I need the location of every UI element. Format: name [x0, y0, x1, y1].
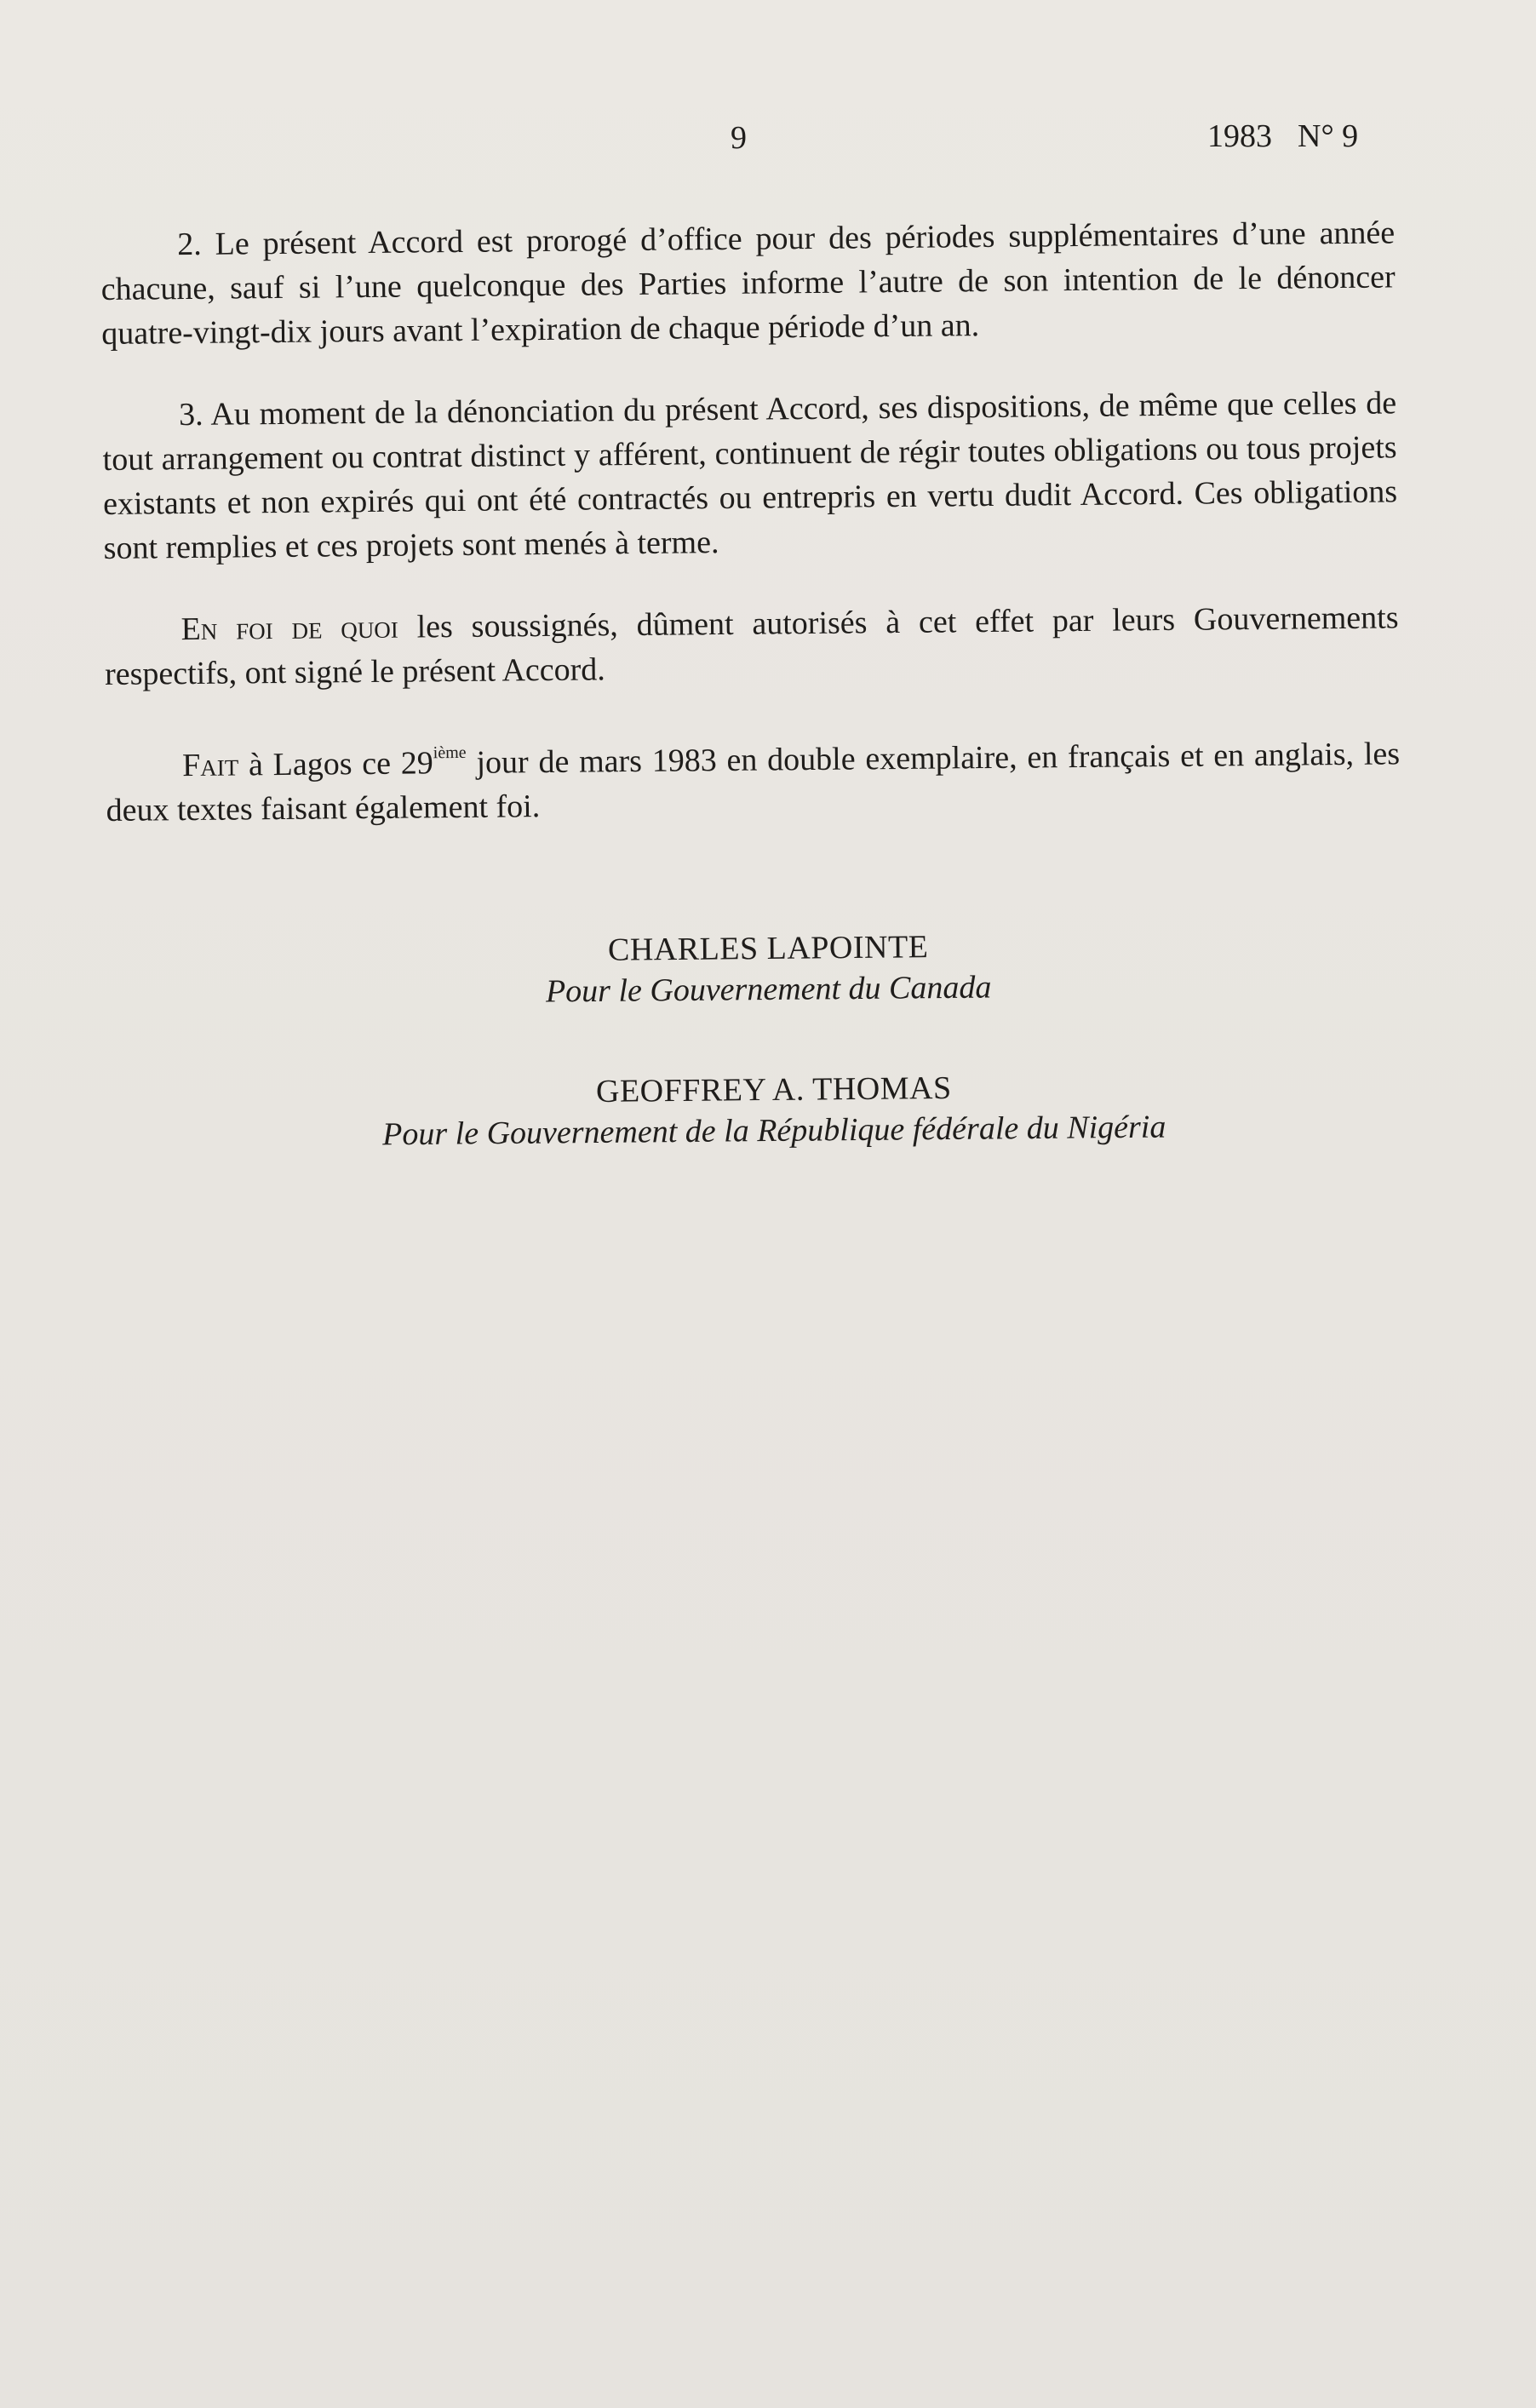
done-at-text-b: jour de mars 1983 en double exemplaire, en français et en anglais, les deux textes faisant également foi.	[106, 736, 1401, 828]
in-witness-lead: En foi de quoi	[181, 609, 398, 648]
page-header	[0, 119, 1536, 170]
page-number: 9	[731, 120, 747, 156]
header-issue: N° 9	[1298, 118, 1359, 154]
done-at-lead: Fait	[181, 747, 239, 784]
header-year: 1983	[1207, 118, 1272, 154]
signatory-role: Pour le Gouvernement du Canada	[545, 969, 992, 1010]
signatory-name: GEOFFREY A. THOMAS	[595, 1069, 952, 1109]
signatory-role: Pour le Gouvernement de la République fédérale du Nigéria	[381, 1109, 1166, 1153]
paragraph-3: 3. Au moment de la dénonciation du présent Accord, ses dispositions, de même que celles de tout arrangement ou contrat distinct y afférent, continuent de régir toutes obligations ou tous projets existants et non expirés qui ont été contractés ou entrepris en vertu dudit Accord. Ces obligations sont remplies et ces projets sont menés à terme.	[102, 385, 1398, 566]
agreement-text	[100, 210, 1401, 870]
signature-canada	[0, 920, 1536, 1017]
in-witness-text: les soussignés, dûment autorisés à cet effet par leurs Gouvernements respectifs, ont signé le présent Accord.	[104, 599, 1399, 692]
paragraph-2: 2. Le présent Accord est prorogé d’office pour des périodes supplémentaires d’une année chacune, sauf si l’une quelconque des Parties informe l’autre de son intention de le dénoncer quatre-vingt-dix jours avant l’expiration de chaque période d’un an.	[100, 215, 1396, 352]
paragraph-in-witness	[104, 595, 1399, 697]
header-reference	[1207, 118, 1358, 155]
ordinal-superscript: ième	[433, 742, 467, 763]
signatory-name: CHARLES LAPOINTE	[607, 929, 929, 968]
signature-nigeria	[2, 1062, 1536, 1158]
done-at-text-a: à Lagos ce 29	[238, 745, 434, 783]
signature-block	[0, 920, 1536, 1218]
paragraph-done-at	[106, 721, 1401, 833]
